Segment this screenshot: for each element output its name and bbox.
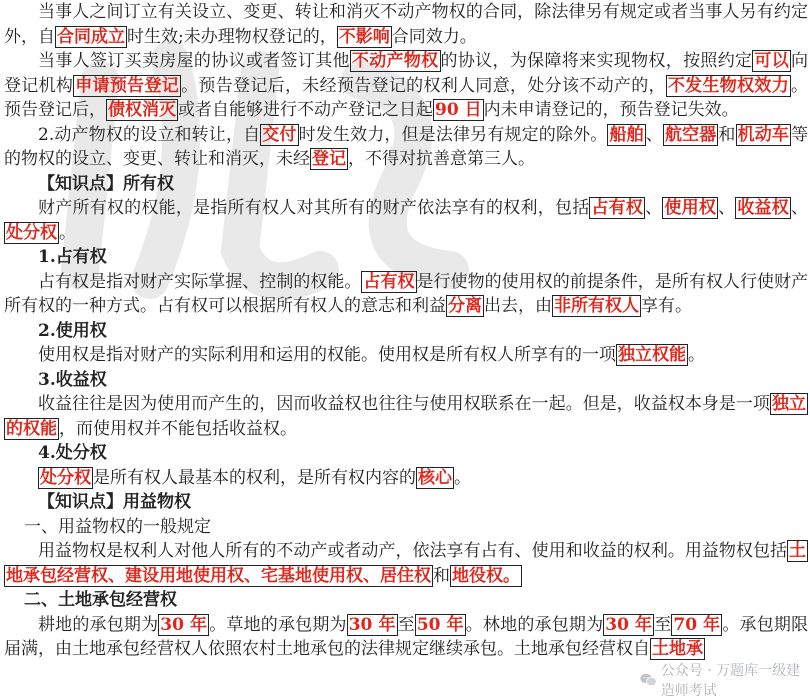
keyword-highlight: 分离 — [448, 296, 482, 316]
heading-usufruct-general: 一、用益物权的一般规定 — [24, 516, 211, 537]
keyword-highlight: 不动产物权 — [351, 51, 439, 71]
text: 和 — [433, 565, 450, 586]
text: 。草地的承包期为 — [209, 614, 347, 635]
keyword-highlight: 独立权能 — [618, 345, 686, 365]
text: ，不得对抗善意第三人。 — [348, 149, 535, 169]
keyword-highlight: 地役权。 — [452, 565, 520, 586]
section-heading-ownership: 【知识点】所有权 — [38, 173, 174, 194]
keyword-highlight: 债权消灭 — [108, 100, 176, 120]
keyword-highlight: 70 年 — [673, 614, 721, 635]
watermark-text: 公众号 · 万题库一级建造师考试 — [660, 663, 801, 699]
keyword-highlight: 不影响 — [338, 26, 390, 47]
keyword-highlight: 船舶 — [609, 124, 644, 145]
text: 时发生效力，但是法律另有规定的除外。 — [298, 124, 608, 145]
text: 、 — [645, 124, 663, 145]
text: 至 — [397, 614, 415, 635]
text: 等的物权的设立、变更、转让和消灭，未经 — [4, 124, 809, 169]
keyword-highlight: 交付 — [262, 124, 297, 145]
keyword-highlight: 30 年 — [160, 614, 208, 635]
paragraph-ownership-powers — [0, 196, 810, 245]
text: 享有。 — [641, 296, 692, 316]
text: 内未申请登记的，预告登记失效。 — [483, 100, 739, 120]
paragraph-contract-terms — [0, 613, 810, 662]
text: 使用权是指对财产的实际利用和运用的权能。使用权是所有权人所享有的一项 — [38, 345, 616, 365]
paragraph-use — [0, 343, 810, 368]
keyword-highlight: 登记 — [312, 149, 346, 169]
section-heading-usufruct: 【知识点】用益物权 — [38, 492, 191, 512]
text: 、 — [645, 198, 663, 218]
paragraph-possession — [0, 270, 810, 319]
text: 、 — [791, 198, 809, 218]
text: 的协议，为保障将来实现物权，按照约定 — [440, 51, 753, 71]
keyword-highlight: 占有权 — [363, 271, 415, 292]
keyword-highlight: 申请预告登记 — [75, 75, 180, 96]
keyword-highlight: 90 日 — [435, 100, 482, 120]
account-watermark — [640, 663, 810, 699]
text: 是所有权人最基本的权利，是所有权内容的 — [93, 467, 416, 488]
keyword-highlight: 处分权 — [40, 467, 91, 488]
text: 时生效;未办理物权登记的， — [127, 26, 337, 47]
text: 2.动产物权的设立和转让，自 — [38, 124, 261, 145]
text: 向登记机构 — [4, 51, 809, 96]
keyword-highlight: 处分权 — [6, 222, 57, 243]
keyword-highlight: 独立的权能 — [6, 394, 807, 439]
keyword-highlight: 土地承 — [652, 639, 703, 659]
text: 占有权是指对财产实际掌握、控制的权能。 — [38, 271, 362, 292]
text: 。林地的承包期为 — [465, 614, 604, 635]
keyword-highlight: 合同成立 — [57, 26, 125, 47]
text: 。 — [454, 467, 471, 488]
text: 、 — [718, 198, 736, 218]
text: 出去，由 — [484, 296, 552, 316]
text: ，而使用权并不能包括收益权。 — [59, 418, 297, 439]
subheading-possession: 1.占有权 — [38, 247, 107, 267]
paragraph-contract-effect — [0, 0, 810, 49]
text: 耕地的承包期为 — [38, 614, 159, 635]
keyword-highlight: 收益权 — [737, 198, 790, 218]
keyword-highlight: 可以 — [754, 51, 790, 71]
keyword-highlight: 核心 — [418, 467, 452, 488]
wechat-icon — [640, 671, 657, 689]
text: 合同效力。 — [391, 26, 477, 47]
text: 用益物权是权利人对他人所有的不动产或者动产，依法享有占有、使用和收益的权利。用益物权包括 — [38, 541, 787, 561]
text: 。承包期限届满，由土地承包经营权人依照农村土地承包的法律规定继续承包。土地承包经营权自 — [4, 614, 809, 659]
paragraph-disposal — [0, 466, 810, 491]
keyword-highlight: 占有权 — [591, 198, 644, 218]
text: 至 — [654, 614, 672, 635]
text: 当事人之间订立有关设立、变更、转让和消灭不动产物权的合同，除法律另有规定或者当事人另有约定外，自 — [4, 2, 808, 47]
text: 。预告登记后，未经预告登记的权利人同意，处分该不动产的， — [181, 75, 666, 96]
keyword-highlight: 机动车 — [737, 124, 790, 145]
text: 。预告登记后， — [4, 75, 809, 120]
paragraph-movable-property — [0, 123, 810, 172]
keyword-highlight: 使用权 — [664, 198, 717, 218]
keyword-highlight: 30 年 — [605, 614, 653, 635]
paragraph-advance-registration — [0, 49, 810, 123]
keyword-highlight: 土地承包经营权、建设用地使用权、宅基地使用权、居住权 — [6, 541, 806, 586]
keyword-highlight: 50 年 — [416, 614, 464, 635]
subheading-income: 3.收益权 — [38, 369, 107, 390]
heading-land-contract: 二、土地承包经营权 — [24, 590, 177, 610]
text: 。 — [688, 345, 705, 365]
text: 和 — [718, 124, 736, 145]
keyword-highlight: 不发生物权效力 — [667, 75, 790, 96]
paragraph-usufruct-definition — [0, 539, 810, 588]
keyword-highlight: 非所有权人 — [554, 296, 639, 316]
text: 或者自能够进行不动产登记之日起 — [178, 100, 433, 120]
keyword-highlight: 航空器 — [664, 124, 717, 145]
text: 当事人签订买卖房屋的协议或者签订其他 — [38, 51, 350, 71]
text: 是行使物的使用权的前提条件，是所有权人行使财产所有权的一种方式。占有权可以根据所有权人的意志和利益 — [4, 271, 809, 316]
paragraph-income — [0, 392, 810, 441]
text: 收益往往是因为使用而产生的，因而收益权也往往与使用权联系在一起。但是，收益权本身是一项 — [38, 394, 770, 414]
subheading-use: 2.使用权 — [38, 320, 107, 341]
keyword-highlight: 30 年 — [348, 614, 396, 635]
text: 财产所有权的权能，是指所有权人对其所有的财产依法享有的权利，包括 — [38, 198, 590, 218]
text: 。 — [59, 222, 76, 243]
subheading-disposal: 4.处分权 — [38, 443, 107, 463]
